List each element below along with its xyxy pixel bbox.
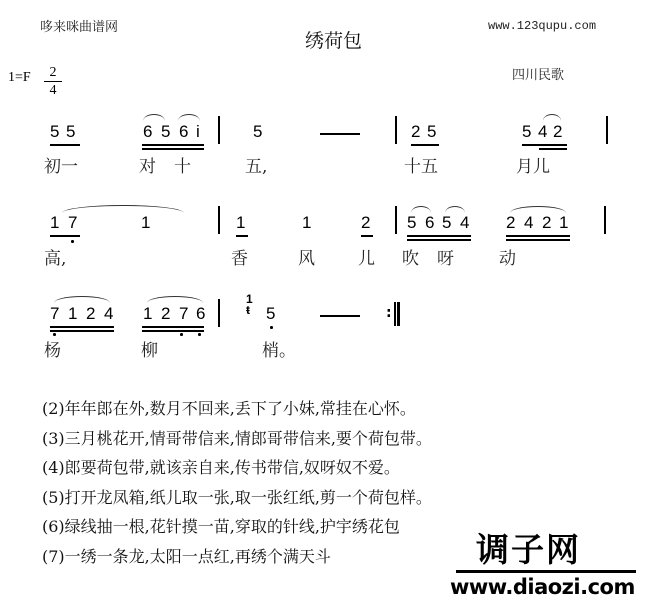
octave-dot: [71, 240, 74, 243]
note: 5: [253, 122, 263, 141]
note: 1: [68, 304, 78, 323]
underline: [506, 235, 570, 237]
note: 2: [542, 213, 552, 232]
underline: [142, 148, 204, 150]
underline: [506, 239, 570, 241]
verse-2: (2)年年郎在外,数月不回来,丢下了小妹,常挂在心怀。: [42, 399, 416, 418]
note: 5: [266, 304, 276, 323]
underline: [142, 326, 204, 328]
underline: [142, 330, 204, 332]
bar-line: [218, 299, 220, 327]
lyric: 动: [499, 249, 516, 269]
note: 5: [522, 122, 532, 141]
note: 4: [538, 122, 548, 141]
bar-line: [606, 116, 608, 144]
watermark-url: www.diaozi.com: [450, 575, 635, 599]
octave-dot: [198, 333, 201, 336]
note: 1: [141, 213, 151, 232]
lyric: 儿: [358, 249, 375, 269]
watermark-title: 调子网: [476, 530, 581, 569]
lyric: 初一: [44, 157, 78, 177]
note: 4: [104, 304, 114, 323]
note: 1: [559, 213, 569, 232]
underline: [142, 144, 204, 146]
bar-line: [395, 206, 397, 234]
note: 6: [143, 122, 153, 141]
verse-4: (4)郎要荷包带,就该亲自来,传书带信,奴呀奴不爱。: [42, 458, 400, 477]
underline: [411, 144, 439, 146]
lyric: 十: [174, 157, 191, 177]
note: 1: [50, 213, 60, 232]
verse-3: (3)三月桃花开,情哥带信来,情郎哥带信来,要个荷包带。: [42, 428, 432, 448]
note: 5: [442, 213, 452, 232]
slur: [445, 206, 465, 213]
note: 7: [50, 304, 60, 323]
note: 4: [524, 213, 534, 232]
time-signature-denominator: 4: [49, 83, 57, 98]
lyric: 高,: [44, 249, 67, 269]
note: 2: [161, 304, 171, 323]
underline: [407, 239, 471, 241]
note: 5: [407, 213, 417, 232]
bar-line: [395, 116, 397, 144]
slur: [62, 205, 184, 213]
watermark: [450, 524, 650, 602]
bar-line: [218, 116, 220, 144]
note: i: [196, 122, 200, 141]
end-repeat-bar: [397, 302, 400, 326]
underline: [236, 235, 248, 237]
slur: [178, 114, 200, 121]
bar-line: [218, 206, 220, 234]
lyric: 杨: [44, 341, 61, 361]
note: 6: [179, 122, 189, 141]
site-url[interactable]: www.123qupu.com: [488, 19, 597, 33]
site-name: 哆来咪曲谱网: [40, 20, 119, 35]
lyric: 香: [231, 249, 248, 269]
note: 5: [50, 122, 60, 141]
note: 2: [506, 213, 516, 232]
note: 5: [161, 122, 171, 141]
bar-line: [394, 302, 396, 326]
slur: [411, 206, 431, 213]
dash: [320, 133, 360, 135]
slur: [54, 296, 110, 303]
note: 5: [427, 122, 437, 141]
underline: [539, 148, 567, 150]
note: 7: [179, 304, 189, 323]
lyric: 五,: [245, 157, 268, 177]
song-title: 绣荷包: [305, 30, 363, 52]
repeat-dots: :: [386, 305, 392, 321]
note: 1: [143, 304, 153, 323]
verse-6: (6)绿线抽一根,花针摸一苗,穿取的针线,护宇绣花包: [42, 517, 400, 536]
verse-5: (5)打开龙凤箱,纸儿取一张,取一张红纸,剪一个荷包样。: [42, 487, 432, 507]
note: 6: [425, 213, 435, 232]
underline: [50, 330, 114, 332]
time-signature: [44, 64, 62, 99]
verses: [42, 394, 432, 571]
lyric: 月儿: [516, 157, 550, 177]
slur: [147, 296, 203, 303]
underline: [50, 326, 114, 328]
watermark-divider: [456, 570, 636, 573]
note: 2: [86, 304, 96, 323]
slur: [510, 206, 566, 213]
note: 2: [361, 213, 371, 232]
lyric: 梢。: [262, 341, 296, 361]
lyric: 对: [139, 157, 156, 177]
lyric: 吹: [402, 249, 419, 269]
lyric: 柳: [141, 341, 158, 361]
lyric: 呀: [437, 249, 454, 269]
key-signature: 1=F: [8, 70, 31, 85]
underline: [50, 235, 80, 237]
underline: [361, 235, 373, 237]
lyric: 十五: [404, 157, 438, 177]
note: 4: [460, 213, 470, 232]
slur: [143, 114, 165, 121]
note: 5: [66, 122, 76, 141]
note: 2: [411, 122, 421, 141]
note: 1: [236, 213, 246, 232]
underline: [522, 144, 567, 146]
octave-dot: [270, 326, 273, 329]
slur: [543, 114, 561, 121]
octave-dot: [180, 333, 183, 336]
time-signature-numerator: 2: [44, 64, 62, 82]
underline: [407, 235, 471, 237]
underline: [50, 144, 80, 146]
verse-7: (7)一绣一条龙,太阳一点红,再绣个满天斗: [42, 546, 331, 566]
note: 7: [68, 213, 78, 232]
song-origin: 四川民歌: [512, 68, 565, 83]
note: 1: [302, 213, 312, 232]
grace-note-icon: 1 ŧ: [246, 292, 253, 317]
bar-line: [604, 206, 606, 234]
lyric: 风: [298, 249, 315, 269]
dash: [320, 315, 360, 317]
note: 2: [553, 122, 563, 141]
note: 6: [196, 304, 206, 323]
